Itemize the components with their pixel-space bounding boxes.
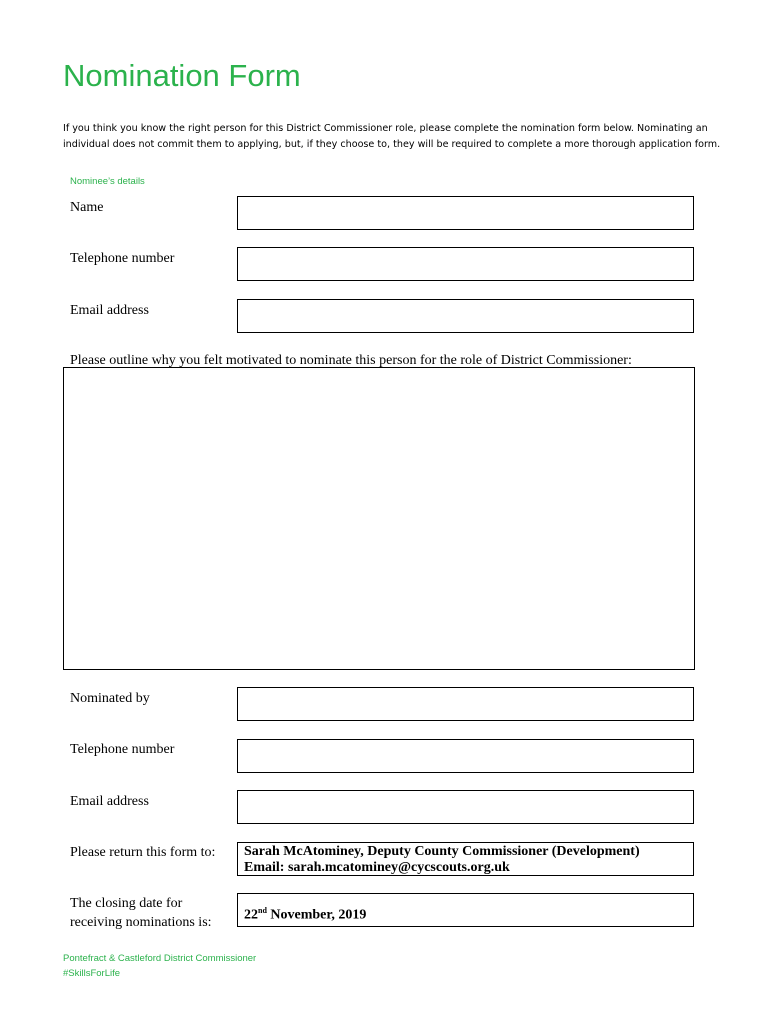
return-email: Email: sarah.mcatominey@cycscouts.org.uk [244, 860, 510, 875]
nominator-email-label: Email address [70, 794, 149, 809]
closing-day: 22 [244, 907, 258, 923]
nominated-by-field[interactable] [237, 687, 694, 721]
section-heading: Nominee’s details [70, 176, 145, 187]
nominated-by-label: Nominated by [70, 691, 150, 706]
nominator-phone-label: Telephone number [70, 742, 175, 757]
nominee-name-label: Name [70, 200, 104, 215]
page-title: Nomination Form [63, 58, 301, 93]
nominee-name-field[interactable] [237, 196, 694, 230]
motivation-label: Please outline why you felt motivated to nominate this person for the role of District Commissioner: [70, 353, 632, 368]
closing-label-line1: The closing date for [70, 896, 183, 911]
footer-district: Pontefract & Castleford District Commissioner [63, 953, 257, 964]
return-label: Please return this form to: [70, 845, 216, 860]
nominee-email-field[interactable] [237, 299, 694, 333]
intro-text: If you think you know the right person for this District Commissioner role, please complete the nomination form below. Nominating an individual does not commit them to applying, but, if they choose to, they will be required to complete a more thorough application form. [63, 123, 721, 150]
closing-day-suffix: nd [258, 906, 267, 915]
closing-date [244, 903, 366, 924]
nominee-phone-field[interactable] [237, 247, 694, 281]
motivation-textarea[interactable] [63, 367, 695, 670]
closing-label-line2: receiving nominations is: [70, 915, 212, 930]
footer-hashtag: #SkillsForLife [63, 968, 121, 979]
closing-month-year: November, 2019 [266, 907, 367, 923]
closing-label [70, 894, 212, 932]
nominee-phone-label: Telephone number [70, 251, 175, 266]
return-name: Sarah McAtominey, Deputy County Commissioner (Development) [244, 844, 640, 859]
nominator-email-field[interactable] [237, 790, 694, 824]
nominator-phone-field[interactable] [237, 739, 694, 773]
nominee-email-label: Email address [70, 303, 149, 318]
